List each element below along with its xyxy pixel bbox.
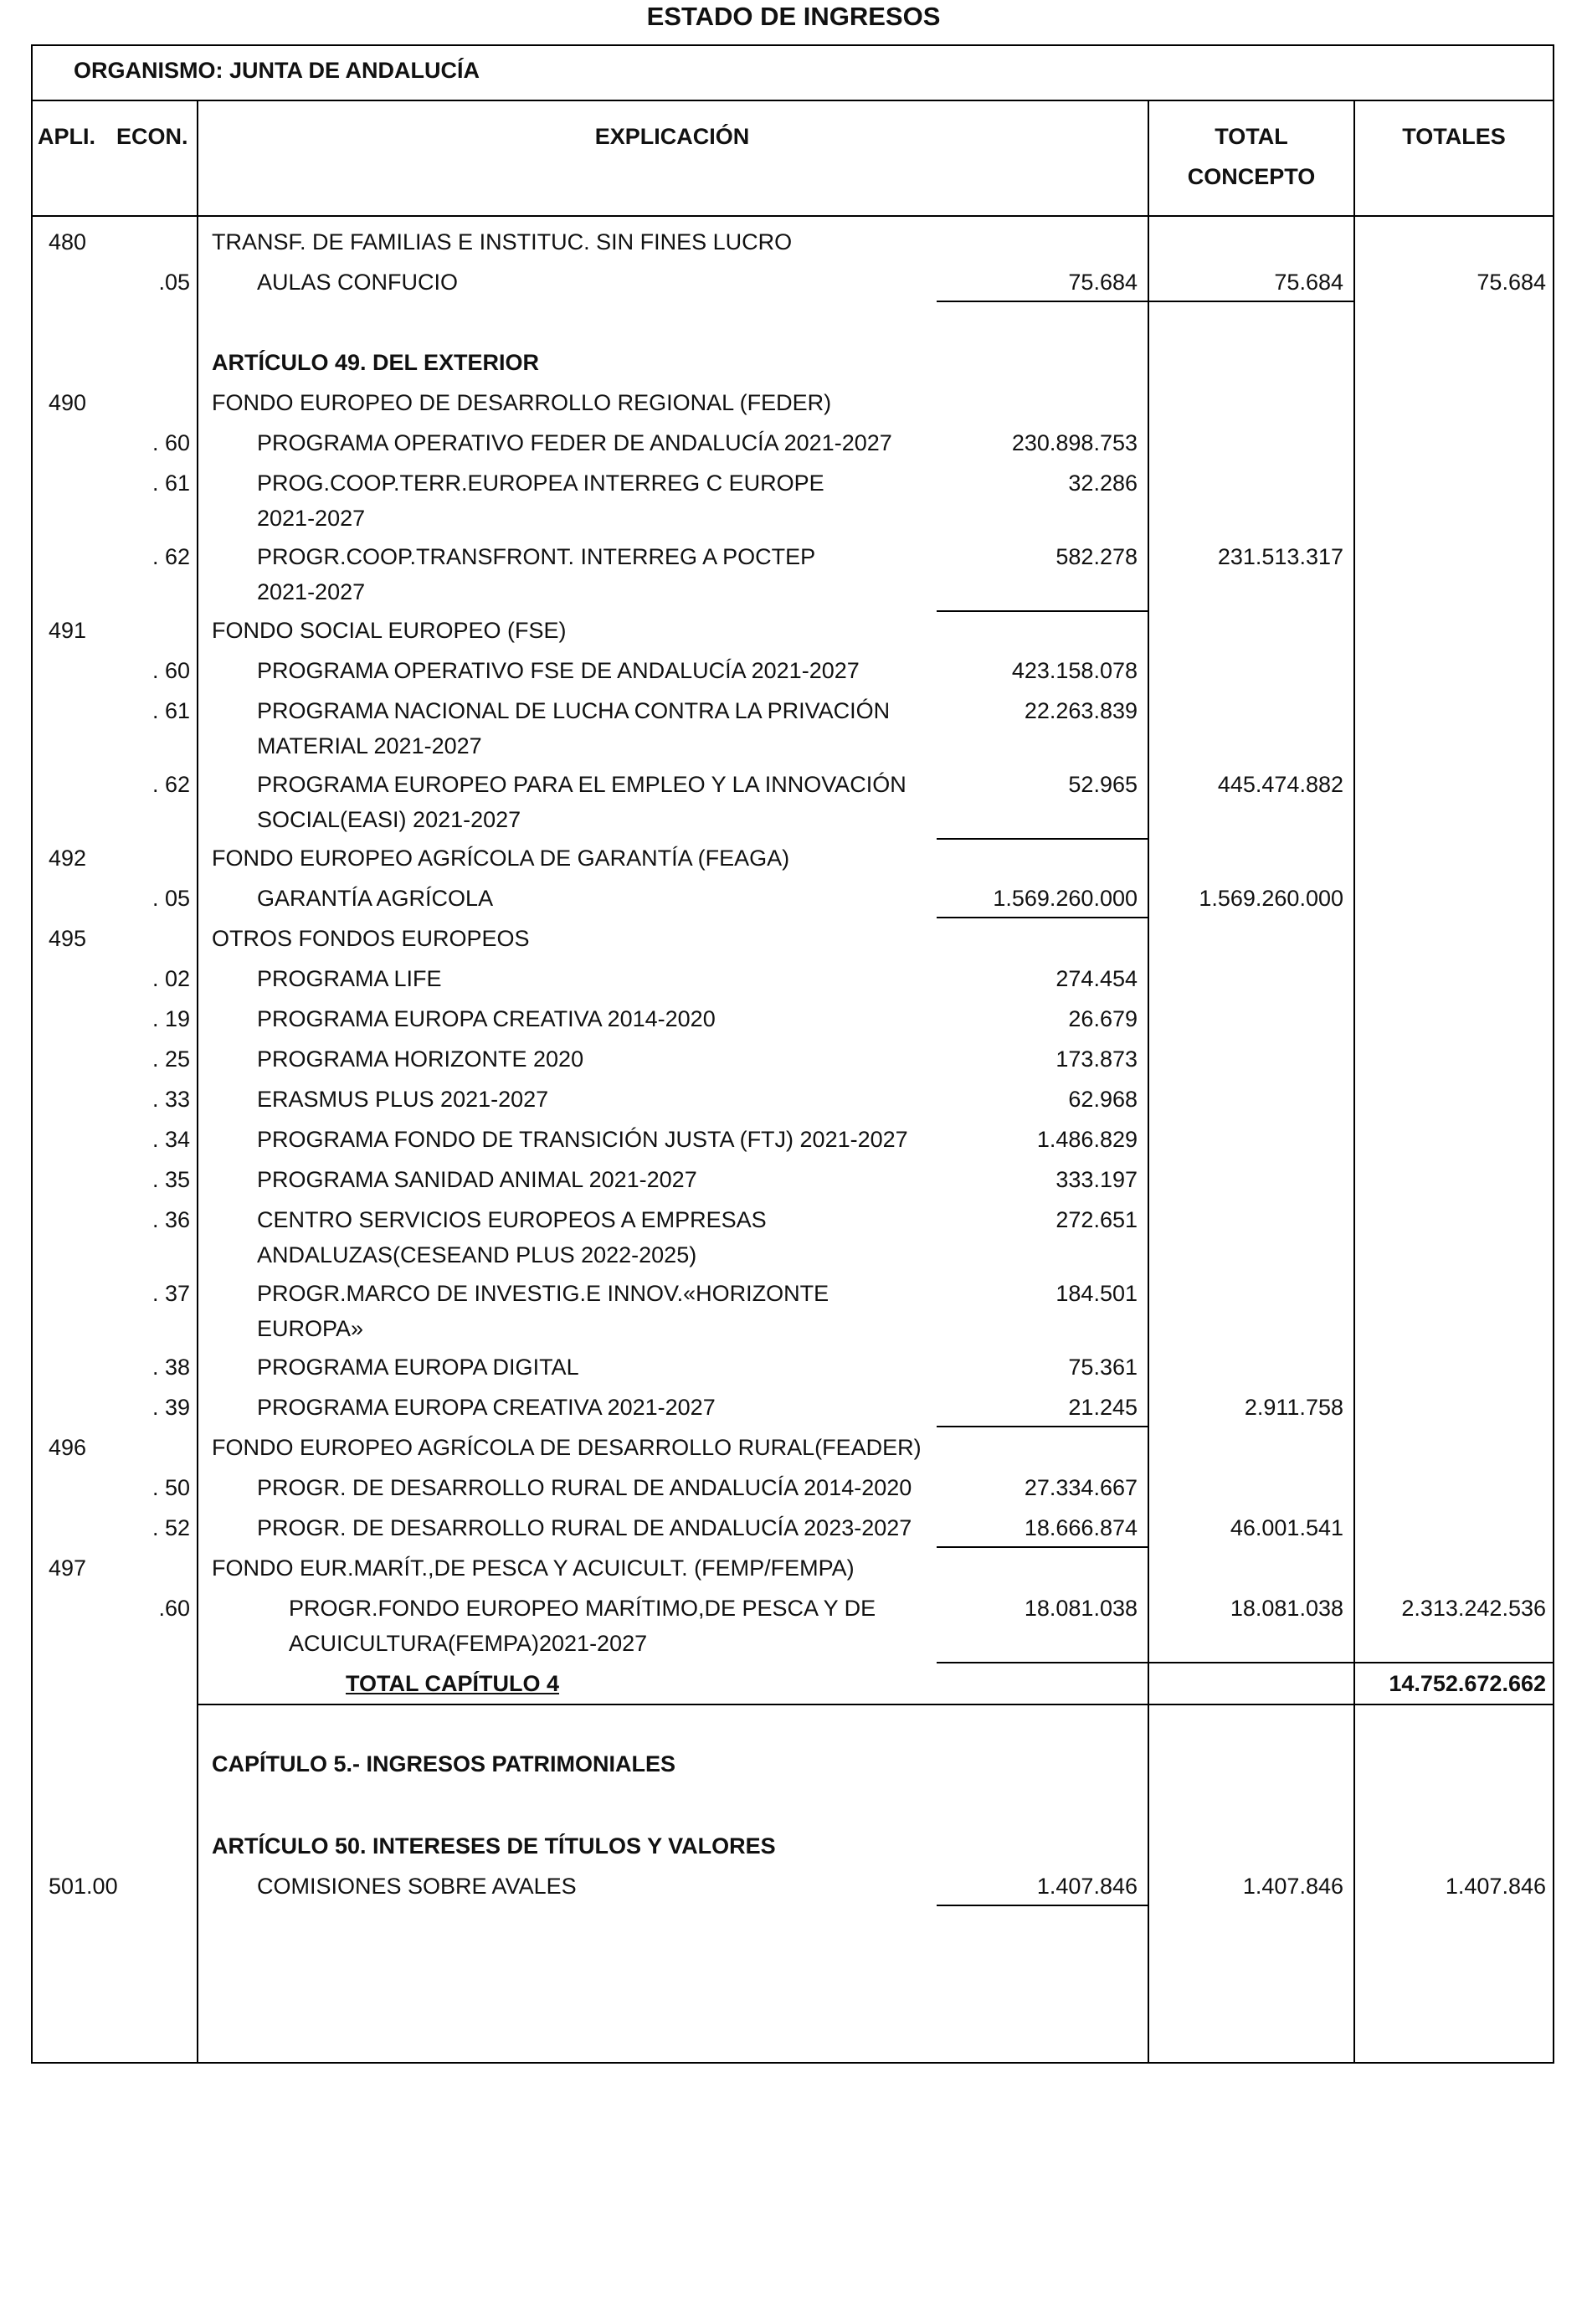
row-explicacion: PROGR. DE DESARROLLO RURAL DE ANDALUCÍA 2014-2020: [257, 1475, 912, 1500]
row-amount: 18.081.038: [1024, 1596, 1138, 1621]
row-econ: . 37: [152, 1281, 190, 1306]
row-econ: . 61: [152, 470, 190, 496]
row-totales: 1.407.846: [1445, 1874, 1546, 1899]
row-explicacion: PROGR.FONDO EUROPEO MARÍTIMO,DE PESCA Y DE: [289, 1596, 876, 1621]
row-econ: . 02: [152, 966, 190, 991]
row-amount: 62.968: [1068, 1087, 1138, 1112]
row-amount: 52.965: [1068, 772, 1138, 797]
row-apli: 490: [49, 390, 87, 415]
row-explicacion: PROGRAMA OPERATIVO FEDER DE ANDALUCÍA 2021-2027: [257, 430, 892, 455]
row-apli: 495: [49, 926, 87, 951]
row-total-concepto: 46.001.541: [1230, 1515, 1343, 1540]
row-explicacion: COMISIONES SOBRE AVALES: [257, 1874, 577, 1899]
amount-underline: [937, 1426, 1148, 1427]
row-explicacion-line2: 2021-2027: [257, 506, 366, 531]
row-explicacion: FONDO EUROPEO DE DESARROLLO REGIONAL (FEDER): [212, 390, 832, 415]
row-econ: . 39: [152, 1395, 190, 1420]
row-explicacion: PROGRAMA HORIZONTE 2020: [257, 1046, 584, 1072]
row-econ: .60: [158, 1596, 190, 1621]
row-amount: 333.197: [1055, 1167, 1138, 1192]
row-explicacion-line2: SOCIAL(EASI) 2021-2027: [257, 807, 521, 832]
row-amount: 423.158.078: [1011, 658, 1138, 683]
header-apli: APLI.: [38, 124, 96, 149]
row-econ: . 05: [152, 886, 190, 911]
row-econ: . 34: [152, 1127, 190, 1152]
row-econ: . 19: [152, 1006, 190, 1031]
row-econ: . 33: [152, 1087, 190, 1112]
row-apli: 496: [49, 1435, 87, 1460]
row-amount: 32.286: [1068, 470, 1138, 496]
row-amount: 582.278: [1055, 544, 1138, 569]
row-explicacion: ARTÍCULO 50. INTERESES DE TÍTULOS Y VALORES: [212, 1833, 776, 1859]
row-total-concepto: 2.911.758: [1244, 1395, 1343, 1420]
header-divider: [33, 215, 1553, 217]
total-capitulo-bottom-rule: [197, 1704, 1553, 1705]
row-explicacion: OTROS FONDOS EUROPEOS: [212, 926, 530, 951]
header-econ: ECON.: [116, 124, 188, 149]
row-apli: 491: [49, 618, 87, 643]
row-totales: 2.313.242.536: [1401, 1596, 1546, 1621]
row-amount: 230.898.753: [1011, 430, 1138, 455]
row-total-concepto: 231.513.317: [1217, 544, 1343, 569]
row-econ: . 36: [152, 1207, 190, 1232]
row-explicacion-line2: ANDALUZAS(CESEAND PLUS 2022-2025): [257, 1242, 697, 1267]
total-capitulo-top-rule: [937, 1662, 1553, 1663]
row-total-concepto: 75.684: [1274, 270, 1343, 295]
organismo-label: ORGANISMO: JUNTA DE ANDALUCÍA: [74, 58, 480, 83]
row-explicacion: PROG.COOP.TERR.EUROPEA INTERREG C EUROPE: [257, 470, 824, 496]
row-amount: 173.873: [1055, 1046, 1138, 1072]
row-econ: . 60: [152, 430, 190, 455]
row-econ: .05: [158, 270, 190, 295]
row-econ: . 60: [152, 658, 190, 683]
row-amount: 75.361: [1068, 1355, 1138, 1380]
row-explicacion-line2: EUROPA»: [257, 1316, 364, 1341]
row-apli: 501.00: [49, 1874, 118, 1899]
row-explicacion: PROGRAMA NACIONAL DE LUCHA CONTRA LA PRIVACIÓN: [257, 698, 891, 723]
row-explicacion: PROGRAMA LIFE: [257, 966, 442, 991]
row-econ: . 62: [152, 544, 190, 569]
row-econ: . 52: [152, 1515, 190, 1540]
row-amount: 18.666.874: [1024, 1515, 1138, 1540]
row-explicacion: PROGR.COOP.TRANSFRONT. INTERREG A POCTEP: [257, 544, 816, 569]
header-total-concepto-1: TOTAL: [1215, 124, 1288, 149]
row-amount: 1.569.260.000: [993, 886, 1138, 911]
row-amount: 27.334.667: [1024, 1475, 1138, 1500]
row-explicacion: PROGRAMA SANIDAD ANIMAL 2021-2027: [257, 1167, 697, 1192]
row-explicacion: PROGR.MARCO DE INVESTIG.E INNOV.«HORIZONTE: [257, 1281, 829, 1306]
col-divider-econ: [197, 101, 198, 2062]
col-divider-totales: [1353, 101, 1355, 2062]
row-explicacion: ERASMUS PLUS 2021-2027: [257, 1087, 549, 1112]
row-explicacion: FONDO SOCIAL EUROPEO (FSE): [212, 618, 567, 643]
row-total-concepto: 18.081.038: [1230, 1596, 1343, 1621]
row-explicacion: PROGRAMA EUROPA CREATIVA 2014-2020: [257, 1006, 716, 1031]
row-econ: . 25: [152, 1046, 190, 1072]
row-amount: 184.501: [1055, 1281, 1138, 1306]
document-title: ESTADO DE INGRESOS: [646, 2, 941, 31]
row-amount: 1.486.829: [1036, 1127, 1138, 1152]
row-econ: . 38: [152, 1355, 190, 1380]
row-explicacion-line2: 2021-2027: [257, 579, 366, 604]
row-explicacion: PROGRAMA EUROPA CREATIVA 2021-2027: [257, 1395, 716, 1420]
row-explicacion: FONDO EUROPEO AGRÍCOLA DE GARANTÍA (FEAGA): [212, 846, 790, 871]
row-explicacion-line2: ACUICULTURA(FEMPA)2021-2027: [289, 1631, 648, 1656]
income-statement-table: [31, 44, 1554, 2064]
concepto-underline: [1149, 301, 1353, 302]
row-explicacion-line2: MATERIAL 2021-2027: [257, 733, 482, 758]
row-econ: . 61: [152, 698, 190, 723]
row-totales: 75.684: [1477, 270, 1546, 295]
row-explicacion: GARANTÍA AGRÍCOLA: [257, 886, 494, 911]
row-amount: 26.679: [1068, 1006, 1138, 1031]
row-apli: 492: [49, 846, 87, 871]
row-amount: 75.684: [1068, 270, 1138, 295]
amount-underline: [937, 917, 1148, 918]
amount-underline: [937, 1546, 1148, 1548]
col-divider-concepto: [1148, 101, 1149, 2062]
row-econ: . 35: [152, 1167, 190, 1192]
row-amount: 272.651: [1055, 1207, 1138, 1232]
row-amount: 1.407.846: [1036, 1874, 1138, 1899]
row-amount: 21.245: [1068, 1395, 1138, 1420]
row-apli: 480: [49, 229, 87, 255]
row-explicacion: TOTAL CAPÍTULO 4: [346, 1671, 560, 1696]
row-explicacion: PROGR. DE DESARROLLO RURAL DE ANDALUCÍA 2023-2027: [257, 1515, 912, 1540]
row-econ: . 50: [152, 1475, 190, 1500]
amount-underline: [937, 610, 1148, 612]
row-amount: 22.263.839: [1024, 698, 1138, 723]
row-econ: . 62: [152, 772, 190, 797]
row-apli: 497: [49, 1555, 87, 1581]
row-explicacion: AULAS CONFUCIO: [257, 270, 459, 295]
row-total-concepto: 1.407.846: [1242, 1874, 1343, 1899]
row-explicacion: PROGRAMA OPERATIVO FSE DE ANDALUCÍA 2021-2027: [257, 658, 860, 683]
header-totales: TOTALES: [1402, 124, 1506, 149]
row-explicacion: CAPÍTULO 5.- INGRESOS PATRIMONIALES: [212, 1751, 676, 1776]
row-total-concepto: 445.474.882: [1217, 772, 1343, 797]
row-explicacion: ARTÍCULO 49. DEL EXTERIOR: [212, 350, 540, 375]
organismo-row: [33, 46, 1553, 101]
header-explicacion: EXPLICACIÓN: [594, 124, 750, 149]
row-explicacion: CENTRO SERVICIOS EUROPEOS A EMPRESAS: [257, 1207, 767, 1232]
row-explicacion: PROGRAMA EUROPEO PARA EL EMPLEO Y LA INNOVACIÓN: [257, 772, 906, 797]
row-explicacion: PROGRAMA EUROPA DIGITAL: [257, 1355, 579, 1380]
row-explicacion: FONDO EUR.MARÍT.,DE PESCA Y ACUICULT. (FEMP/FEMPA): [212, 1555, 855, 1581]
header-total-concepto-2: CONCEPTO: [1187, 164, 1316, 189]
row-explicacion: PROGRAMA FONDO DE TRANSICIÓN JUSTA (FTJ) 2021-2027: [257, 1127, 908, 1152]
row-total-concepto: 1.569.260.000: [1199, 886, 1343, 911]
amount-underline: [937, 838, 1148, 840]
amount-underline: [937, 1905, 1148, 1906]
row-explicacion: FONDO EUROPEO AGRÍCOLA DE DESARROLLO RURAL(FEADER): [212, 1435, 922, 1460]
row-amount: 274.454: [1055, 966, 1138, 991]
amount-underline: [937, 301, 1148, 302]
row-explicacion: TRANSF. DE FAMILIAS E INSTITUC. SIN FINES LUCRO: [212, 229, 793, 255]
row-totales: 14.752.672.662: [1389, 1671, 1546, 1696]
